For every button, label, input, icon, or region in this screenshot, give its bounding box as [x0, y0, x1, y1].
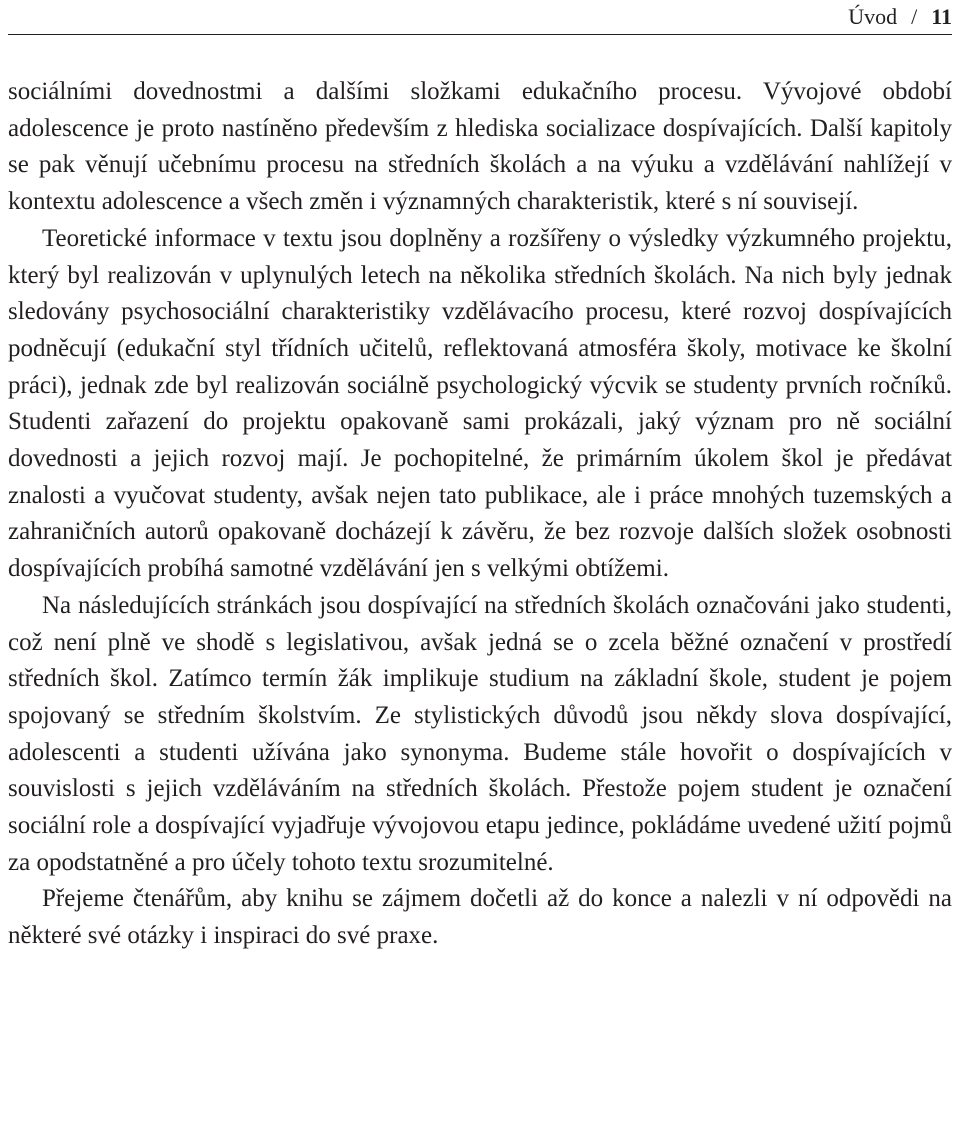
page-number: 11 — [931, 4, 952, 29]
section-title: Úvod — [848, 4, 898, 29]
paragraph-terminology: Na následujících stránkách jsou dospívající na středních školách označováni jako studenti, což není plně ve shodě s legislativou, avšak jedná se o zcela běžné označení v prostředí středních škol. Zatímco termín žák implikuje studium na základní škole, student je pojem spojovaný se středním školstvím. Ze stylistických důvodů jsou někdy slova dospívající, adolescenti a studenti užívána jako synonyma. Budeme stále hovořit o dospívajících v souvislosti s jejich vzděláváním na středních školách. Přestože pojem student je označení sociální role a dospívající vyjadřuje vývojovou etapu jedince, pokládáme uvedené užití pojmů za opodstatněné a pro účely tohoto textu srozumitelné. — [8, 591, 952, 876]
body-text — [8, 74, 952, 955]
header-rule — [8, 34, 952, 35]
paragraph-continuation: sociálními dovednostmi a dalšími složkami edukačního procesu. Vývojové období adolescence je proto nastíněno především z hlediska socializace dospívajících. Další kapitoly se pak věnují učebnímu procesu na středních školách a na výuku a vzdělávání nahlížejí v kontextu adolescence a všech změn i významných charakteristik, které s ní souvisejí. — [8, 78, 952, 216]
paragraph-closing-wish: Přejeme čtenářům, aby knihu se zájmem dočetli až do konce a nalezli v ní odpovědi na některé své otázky i inspiraci do své praxe. — [8, 885, 952, 950]
header-separator: / — [911, 4, 918, 29]
running-head — [848, 4, 952, 30]
paragraph-research-project: Teoretické informace v textu jsou doplněny a rozšířeny o výsledky výzkumného projektu, který byl realizován v uplynulých letech na několika středních školách. Na nich byly jednak sledovány psychosociální charakteristiky vzdělávacího procesu, které rozvoj dospívajících podněcují (edukační styl třídních učitelů, reflektovaná atmosféra školy, motivace ke školní práci), jednak zde byl realizován sociálně psychologický výcvik se studenty prvních ročníků. Studenti zařazení do projektu opakovaně sami prokázali, jaký význam pro ně sociální dovednosti a jejich rozvoj mají. Je pochopitelné, že primárním úkolem škol je předávat znalosti a vyučovat studenty, avšak nejen tato publikace, ale i práce mnohých tuzemských a zahraničních autorů opakovaně docházejí k závěru, že bez rozvoje dalších složek osobnosti dospívajících probíhá samotné vzdělávání jen s velkými obtížemi. — [8, 224, 952, 583]
